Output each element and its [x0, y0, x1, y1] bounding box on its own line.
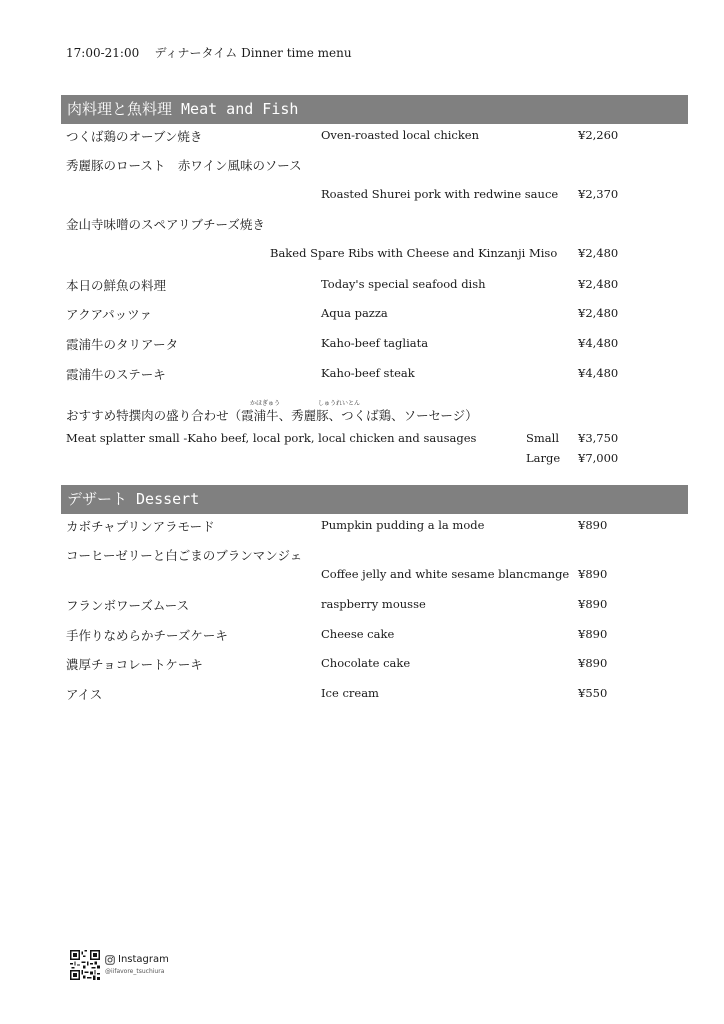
platter-en-name: Meat splatter small -Kaho beef, local pork, local chicken and sausages	[66, 431, 477, 445]
platter-large-label: Large	[526, 451, 561, 465]
service-hours: 17:00-21:00	[66, 46, 140, 60]
item-jp-name: 霞浦牛のタリアータ	[66, 337, 179, 352]
item-jp-name: 秀麗豚のロースト 赤ワイン風味のソース	[66, 158, 302, 173]
platter-large-price: ¥7,000	[578, 451, 619, 465]
item-jp-name: 金山寺味噌のスペアリブチーズ焼き	[66, 217, 265, 232]
item-en-name: Roasted Shurei pork with redwine sauce	[321, 187, 559, 201]
ruby-shureiton: しゅうれいとん	[318, 400, 361, 407]
item-price: ¥890	[578, 518, 608, 532]
item-price: ¥4,480	[578, 336, 619, 350]
item-en-name: Kaho-beef steak	[321, 366, 415, 380]
item-price: ¥890	[578, 627, 608, 641]
item-en-name: Chocolate cake	[321, 656, 411, 670]
item-price: ¥4,480	[578, 366, 619, 380]
item-en-name: raspberry mousse	[321, 597, 426, 611]
ruby-kahogyu: かほぎゅう	[250, 400, 281, 407]
item-price: ¥2,480	[578, 246, 619, 260]
menu-title-en: Dinner time menu	[241, 46, 352, 60]
item-en-name: Coffee jelly and white sesame blancmange	[321, 567, 570, 581]
section-header-meat-fish: 肉料理と魚料理 Meat and Fish	[61, 95, 688, 124]
item-jp-name: 手作りなめらかチーズケーキ	[66, 628, 228, 643]
item-price: ¥890	[578, 656, 608, 670]
qr-code[interactable]	[70, 950, 100, 980]
item-jp-name: つくば鶏のオーブン焼き	[66, 129, 203, 144]
item-jp-name: 霞浦牛のステーキ	[66, 367, 166, 382]
menu-title-jp: ディナータイム	[154, 46, 238, 60]
item-price: ¥2,480	[578, 306, 619, 320]
item-jp-name: アイス	[66, 687, 103, 702]
section-header-dessert: デザート Dessert	[61, 485, 688, 514]
item-jp-name: カボチャプリンアラモード	[66, 519, 215, 534]
item-en-name: Ice cream	[321, 686, 379, 700]
item-en-name: Aqua pazza	[321, 306, 388, 320]
item-price: ¥550	[578, 686, 608, 700]
item-en-name: Cheese cake	[321, 627, 395, 641]
item-jp-name: アクアパッツァ	[66, 307, 153, 322]
menu-header	[66, 44, 352, 61]
instagram-label[interactable]: Instagram	[118, 954, 169, 965]
item-jp-name: 本日の鮮魚の料理	[66, 278, 167, 293]
instagram-handle[interactable]: @iifavore_tsuchiura	[105, 968, 165, 975]
item-price: ¥2,480	[578, 277, 619, 291]
platter-small-label: Small	[526, 431, 559, 445]
item-price: ¥2,260	[578, 128, 619, 142]
item-jp-name: コーヒーゼリーと白ごまのブランマンジェ	[66, 548, 303, 563]
item-jp-name: フランボワーズムース	[66, 598, 190, 613]
item-en-name: Pumpkin pudding a la mode	[321, 518, 485, 532]
item-price: ¥890	[578, 567, 608, 581]
item-en-name: Oven-roasted local chicken	[321, 128, 480, 142]
item-en-name: Today's special seafood dish	[321, 277, 486, 291]
item-en-name: Baked Spare Ribs with Cheese and Kinzanji Miso	[270, 246, 558, 260]
item-en-name: Kaho-beef tagliata	[321, 336, 429, 350]
item-price: ¥2,370	[578, 187, 619, 201]
platter-small-price: ¥3,750	[578, 431, 619, 445]
item-jp-name: 濃厚チョコレートケーキ	[66, 657, 203, 672]
item-price: ¥890	[578, 597, 608, 611]
instagram-icon	[105, 955, 115, 965]
platter-jp-name: おすすめ特撰肉の盛り合わせ（霞浦牛、秀麗豚、つくば鶏、ソーセージ）	[66, 408, 478, 423]
